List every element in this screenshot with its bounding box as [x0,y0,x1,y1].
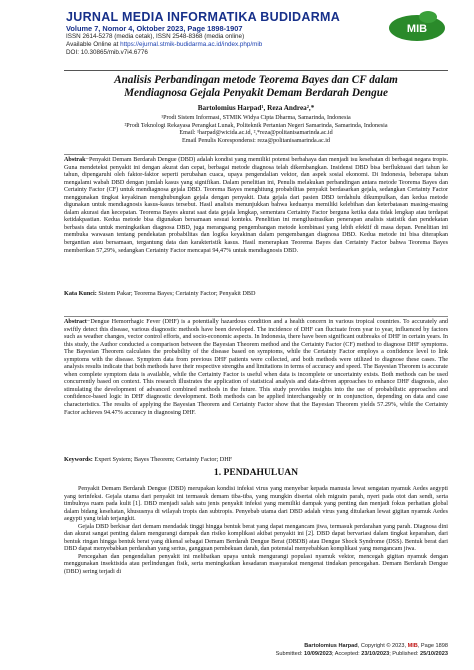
affiliation-1: ¹Prodi Sistem Informasi, STMIK Widya Cipta Dharma, Samarinda, Indonesia [161,115,351,121]
title-line-2: Mendiagnosa Gejala Penyakit Demam Berdarah Dengue [124,87,388,99]
published-label: ; Published: [389,651,420,657]
footer-author: Bartolomius Harpad [304,643,358,649]
page-footer [276,642,448,658]
footer-dates-line [276,650,448,658]
journal-logo [388,8,446,44]
journal-url-link[interactable]: https://ejurnal.stmik-budidarma.ac.id/index.php/mib [120,41,263,48]
author-list: Bartolomius Harpad¹, Reza Andrea²,* [197,104,315,112]
footer-journal: MIB [407,643,418,649]
paragraph-2: Gejala DBD berkisar dari demam mendadak tinggi hingga bentuk berat yang dapat mengancam jiwa, termasuk perdarahan yang parah. Diagnosa dini dan akurat sangat penting dalam mengurangi dampak dan risiko komplikasi akibat penyakit ini [2]. DBD dapat bervariasi dalam tingkat keparahan, dari bentuk ringan hingga bentuk berat yang dikenal sebagai Demam Berdarah Dengue Berat (DBDB) atau Dengue Shock Syndrome (DSS). Bentuk berat dari DBD dapat menyebabkan perdarahan yang serius, gangguan pembekuan darah, dan potensial menyebabkan komplikasi yang mengancam jiwa. [64,523,448,553]
available-line [66,41,406,49]
logo-leaf-top [419,11,437,23]
keywords-text: Expert System; Bayes Theorem; Certainty Factor; DHF [94,456,233,463]
footer-copyright-line [276,642,448,650]
journal-header [66,10,406,57]
abstract-block [64,319,448,417]
footer-copyright: , Copyright © 2023, [357,643,408,649]
section-heading-pendahuluan: 1. PENDAHULUAN [213,467,299,478]
keywords-label: Keywords: [64,456,93,463]
published-date: 25/10/2023 [420,651,448,657]
journal-title: JURNAL MEDIA INFORMATIKA BUDIDARMA [66,10,341,24]
submitted-date: 10/09/2023 [303,651,332,657]
title-line-1: Analisis Perbandingan metode Teorema Bayes dan CF dalam [114,74,398,86]
abstract-label: Abstract [64,319,87,325]
accepted-date: 23/10/2023 [361,651,390,657]
doi-line: DOI: 10.30865/mib.v7i4.6776 [66,49,148,56]
paragraph-3: Pencegahan dan pengendalian penyakit ini melibatkan upaya untuk mengurangi populasi nyamuk vektor, mencegah gigitan nyamuk dengan menggunakan insektisida atau perlindungan fisik, serta meningkatkan kesadaran masyarakat mengenai tindakan pencegahan. Demam Berdarah Dengue (DBD) sering terjadi di [64,553,448,576]
accepted-label: ; Accepted: [331,651,362,657]
volume-line: Volume 7, Nomor 4, Oktober 2023, Page 1898-1907 [66,24,243,33]
corresponding-email: Email Penulis Korespondensi: reza@politanisamarinda.ac.id [182,137,330,144]
kata-kunci-line [64,290,448,298]
affiliation-2: ²Prodi Teknologi Rekayasa Perangkat Lunak, Politeknik Pertanian Negeri Samarinda, Samarinda, Indonesia [124,122,388,129]
keywords-line [64,456,448,464]
kata-kunci-text: Sistem Pakar; Teorema Bayes; Certainty Factor; Penyakit DBD [98,290,256,297]
abstract-text: −Dengue Hemorrhagic Fever (DHF) is a potentially hazardous condition and a health concern in various tropical countries. To accurately and swiftly detect this disease, various diagnostic methods have been developed. The incidence of DHF can fluctuate from year to year, influenced by factors such as weather changes, vector control efforts, and socio-economic aspects. In Indonesia, there have been significant outbreaks of DHF in certain years. In this study, the Author conducted a comparison between the Bayesian Theorem method and the Certainty Factor (CF) method to diagnose DHF symptoms. The Bayesian Theorem calculates the probability of the disease based on symptoms, while the Certainty Factor employs a confidence level to link symptoms with the disease. Symptom data from previous DHF patients were collected, and both methods were utilized to diagnose these cases. The analysis results indicate that both methods have their respective strengths and limitations in terms of accuracy and speed. The Bayesian Theorem is accurate when complete symptom data is available, while the Certainty Factor is useful when data is incomplete or uncertainty exists. Both methods can be used concurrently based on context. This research illustrates the application of statistical analysis and data-driven approaches to enhance DHF diagnosis, also stimulating the development of advanced combined methods in the future. This study provides insights into the use of probabilistic approaches and confidence-based logic in DHF diagnostic development. Both methods can be applied interchangeably or in conjunction, depending on data and case characteristics. The results of applying the Bayesian Theorem and Certainty Factor show that the Bayesian Theorem yields 57.29%, while the Certainty Factor achieves 94.47% accuracy in diagnosing DHF. [64,319,448,416]
issn-line: ISSN 2614-5278 (media cetak), ISSN 2548-8368 (media online) [66,33,245,40]
header-divider [64,70,448,71]
abstrak-label: Abstrak [64,157,86,163]
kata-kunci-label: Kata Kunci: [64,290,97,297]
paper-title [64,74,448,100]
footer-page: , Page 1898 [417,643,448,649]
abstract-divider-top [64,154,448,155]
paragraph-1: Penyakit Demam Berdarah Dengue (DBD) merupakan kondisi infeksi virus yang menyebar kepada manusia lewat sengatan nyamuk Aedes aegypti yang terinfeksi. Gejala utama dari penyakit ini termasuk demam tiba-tiba, yang mungkin disertai oleh migrain parah, nyeri pada otot dan sendi, serta timbulnya ruam pada kulit [1]. DBD menjadi salah satu jenis penyakit infeksi yang memiliki dampak yang penting dan menjadi fokus perhatian global dalam bidang kesehatan, khususnya di wilayah tropis dan subtropis. Penyebab utama dari DBD adalah virus yang ditularkan lewat gigitan nyamuk Aedes aegypti yang telah terjangkit. [64,486,448,523]
available-prefix: Available Online at [66,41,121,48]
submitted-label: Submitted: [275,651,304,657]
affiliations [64,115,448,145]
logo-text: MIB [406,23,428,35]
author-emails: Email: ¹harpad@wicida.ac.id, ²,*reza@politanisamarinda.ac.id [179,130,333,137]
body-text [64,486,448,577]
abstrak-text: −Penyakit Demam Berdarah Dengue (DBD) adalah kondisi yang memiliki potensi berbahaya dan menjadi isu kesehatan di berbagai negara tropis. Guna mendeteksi penyakit ini dengan akurat dan cepat, berbagai metode diagnosa telah dikembangkan. Insidensi DBD bisa berfluktuasi dari tahun ke tahun, dipengaruhi oleh faktor-faktor seperti perubahan cuaca, upaya pengendalian vektor, dan aspek sosial ekonomi. Di Indonesia, beberapa tahun mengalami wabah DBD dengan jumlah kasus yang signifikan. Dalam penelitian ini, Penulis melakukan perbandingan antara metode Teorema Bayes dan Certainty Factor (CF) untuk mendiagnosa gejala DBD. Teorema Bayes menghitung probabilitas penyakit berdasarkan gejala, sedangkan Certainty Factor menggunakan tingkat keyakinan menghubungkan gejala dengan penyakit. Data gejala dari pasien DBD terdahulu dikumpulkan, dan kedua metode digunakan untuk mendiagnosis kasus-kasus tersebut. Hasil analisis menunjukkan bahwa keduanya memiliki kelebihan dan keterbatasan masing-masing dalam akurasi dan kecepatan. Teorema Bayes akurat saat data gejala lengkap, sementara Certainty Factor berguna ketika data tidak lengkap atau terdapat ketidakpastian. Kedua metode bisa digunakan bersamaan sesuai konteks. Penelitian ini mengilustrasikan penerapan analisis statistik dan pendekatan berbasis data untuk meningkatkan diagnosa DBD, juga merangsang pengembangan metode kombinasi yang lebih efektif di masa depan. Penelitian ini membuka wawasan tentang pendekatan probabilitas dan logika keyakinan dalam pengembangan diagnosa DBD. Kedua metode ini bisa diterapkan bergantian atau bersamaan, tergantung data dan karakteristik kasus. Hasil menerapkan Teorema Bayes dan Certainty Factor bahwa Teorema Bayes memberikan 57,29%, sedangkan Certainty Factor mencapai 94,47% untuk mendiagnosis DBD. [64,157,448,254]
abstrak-block [64,157,448,255]
abstract-divider-middle [64,316,448,317]
